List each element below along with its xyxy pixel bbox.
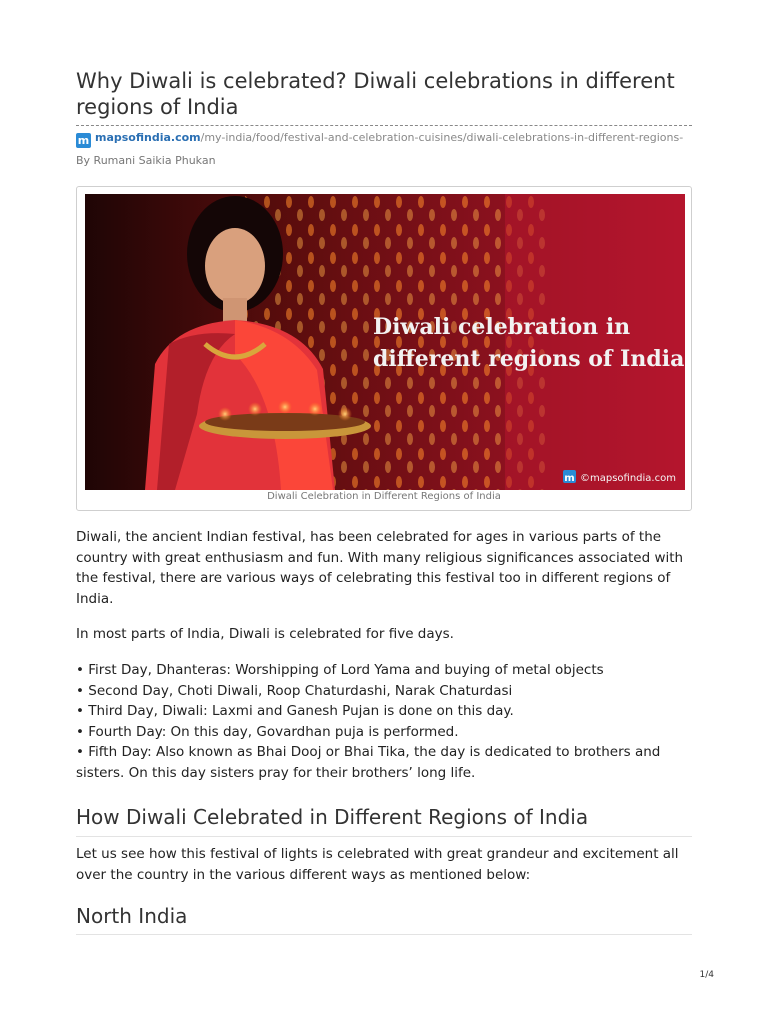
page-number: 1/4: [699, 970, 714, 980]
regions-intro-paragraph: Let us see how this festival of lights is celebrated with great grandeur and excitement all over the country in the various different ways as mentioned below:: [76, 846, 679, 883]
source-domain[interactable]: mapsofindia.com: [95, 131, 201, 144]
article-figure: [76, 186, 692, 511]
mapsofindia-logo-icon: m: [77, 134, 90, 147]
five-days-paragraph: In most parts of India, Diwali is celebrated for five days.: [76, 626, 454, 642]
list-item: • First Day, Dhanteras: Worshipping of Lord Yama and buying of metal objects: [76, 662, 604, 678]
source-path[interactable]: /my-india/food/festival-and-celebration-cuisines/diwali-celebrations-in-different-regions-: [200, 131, 684, 144]
source-link[interactable]: [76, 130, 692, 148]
diwali-banner-image: [85, 194, 685, 490]
list-item: • Second Day, Choti Diwali, Roop Chaturdashi, Narak Chaturdasi: [76, 683, 513, 699]
list-item: • Fifth Day: Also known as Bhai Dooj or Bhai Tika, the day is dedicated to brothers and sisters. On this day sisters pray for their brothers’ long life.: [76, 744, 661, 781]
image-watermark: ©mapsofindia.com: [580, 473, 676, 484]
byline: By Rumani Saikia Phukan: [76, 154, 216, 167]
section-divider: [76, 836, 692, 837]
banner-title-line1: Diwali celebration in: [373, 314, 631, 340]
section-divider: [76, 934, 692, 935]
title-divider: [76, 125, 692, 126]
article-title: Why Diwali is celebrated? Diwali celebrations in different regions of India: [76, 69, 675, 119]
intro-paragraph: Diwali, the ancient Indian festival, has been celebrated for ages in various parts of the country with great enthusiasm and fun. With many religious significances associated with the festival, there are various ways of celebrating this festival too in different regions of India.: [76, 529, 684, 608]
banner-title-line2: different regions of India: [373, 346, 685, 372]
banner-artwork: [85, 194, 685, 490]
list-item: • Third Day, Diwali: Laxmi and Ganesh Pujan is done on this day.: [76, 703, 514, 719]
figure-caption: Diwali Celebration in Different Regions of India: [267, 491, 501, 502]
section-heading-regions: How Diwali Celebrated in Different Regions of India: [76, 805, 589, 829]
list-item: • Fourth Day: On this day, Govardhan puja is performed.: [76, 724, 459, 740]
section-heading-north-india: North India: [76, 904, 188, 928]
watermark-logo-letter: m: [564, 473, 575, 484]
